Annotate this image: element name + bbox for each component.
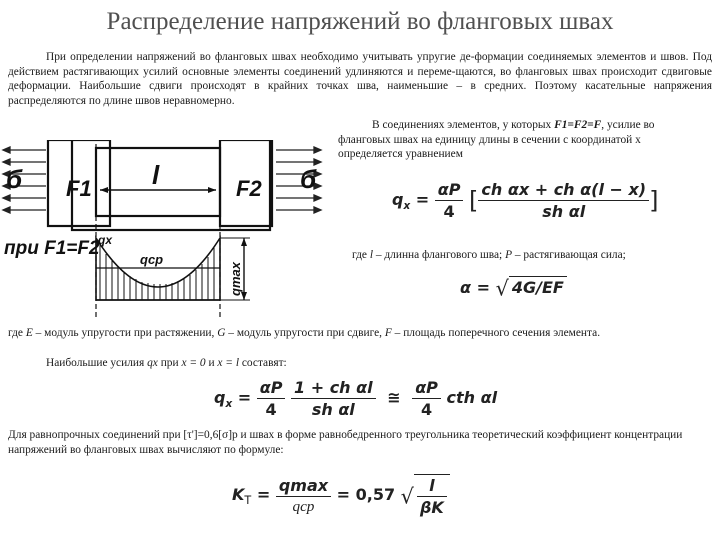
formula3-num3: αP — [412, 378, 441, 399]
para5-a: Наибольшие усилия — [46, 357, 148, 369]
formula1-den2: sh αl — [542, 202, 586, 221]
formula4-value: = 0,57 — [336, 485, 396, 504]
stress-distribution — [96, 238, 220, 300]
formula2-lhs: α — [460, 277, 471, 297]
para2-text-b: , усилие во фланговых швах на единицу длины в сечении с координатой x определяется уравнением — [338, 119, 655, 161]
para5-and: и — [205, 357, 218, 369]
para3-c: – растягивающая сила; — [512, 249, 626, 261]
formula4-num1: qmax — [276, 476, 331, 497]
formula4-lhs: K — [232, 485, 245, 504]
intro-paragraph: При определении напряжений во фланговых швах необходимо учитывать упругие де-формации соединяемых элементов и швов. Под действием растягивающих усилий основные элементы соединений удлиняются и переме-щаются, во фланговых швах происходит сдвиговые деформации. Наибольшие сдвиги происходят в крайних точках шва, наименьшие – в средних. Поэтому касательные напряжения распределяются по длине швов неравномерно. — [8, 51, 712, 107]
formula4-frac1 — [276, 476, 331, 516]
para4-e: E — [25, 327, 33, 339]
formula3-num1: αP — [257, 378, 286, 399]
formula3-approx: ≅ — [387, 388, 401, 407]
formula-alpha: α = √ 4G/EF — [460, 276, 567, 301]
para4-f: F — [384, 327, 392, 339]
max-force-paragraph — [46, 356, 706, 371]
formula-kt: $K_Т$ = $\frac{qmax}{\text{qср}}$ = 0,57 √ $\frac{l}{\beta K}$ — [232, 474, 450, 517]
para3-b: – длинна флангового шва; — [372, 249, 506, 261]
formula3-den3: 4 — [420, 400, 433, 419]
label-f1: F1 — [66, 176, 92, 201]
para5-c2: x = l — [217, 357, 239, 369]
label-f2: F2 — [236, 176, 262, 201]
para5-q: qx — [147, 357, 158, 369]
formula1-frac2 — [478, 180, 649, 221]
formula1-num1: αP — [435, 180, 464, 201]
formula1-lhs: q — [392, 190, 404, 209]
para4-g: G — [217, 327, 226, 339]
para5-b: при — [157, 357, 182, 369]
para2-condition: F1=F2=F — [554, 119, 602, 131]
formula3-tail: cth αl — [446, 388, 498, 407]
formula1-num2: ch αx + ch α(l − x) — [478, 180, 649, 201]
label-qmax: qmax — [228, 262, 243, 296]
formula-qx-max: $q_x$ = $\frac{\alpha P}{4}$ $\frac{\text{1 + ch αl}}{\text{sh αl}}$ ≅ $\frac{\alpha P}{4}$ cth αl — [214, 378, 498, 419]
label-condition: при F1=F2 — [4, 238, 100, 259]
para4-d: – площадь поперечного сечения элемента. — [391, 327, 601, 339]
formula3-lhs: q — [214, 388, 226, 407]
page-title: Распределение напряжений во фланговых швах — [106, 8, 614, 35]
formula1-den1: 4 — [443, 202, 455, 221]
formula4-den2: βK — [419, 498, 444, 517]
formula1-frac1 — [435, 180, 464, 221]
formula4-lhs-sub: Т — [244, 493, 252, 507]
label-qx: qx — [98, 233, 113, 247]
formula3-frac3 — [412, 378, 441, 419]
label-b-left: б — [6, 164, 23, 194]
formula3-lhs-sub: x — [225, 398, 233, 411]
definitions-l-p — [352, 248, 712, 263]
formula4-num2: l — [417, 476, 447, 497]
formula3-den1: 4 — [265, 400, 277, 419]
formula3-frac2 — [291, 378, 376, 419]
para3-p: P — [505, 249, 513, 261]
formula1-lhs-sub: x — [403, 200, 411, 213]
definitions-e-g-f — [8, 326, 712, 341]
para4-b: – модуль упругости при растяжении, — [32, 327, 218, 339]
formula3-num2: 1 + ch αl — [291, 378, 376, 399]
para4-a: где — [8, 327, 26, 339]
para3-l: l — [369, 249, 373, 261]
condition-paragraph — [338, 118, 708, 162]
formula-qx: $q_x$ = $\frac{\alpha P}{4}$ [ $\frac{\text{ch αx + ch α(l − x)}}{\text{sh αl}}$ ] — [392, 180, 659, 221]
formula3-frac1 — [257, 378, 286, 419]
formula2-sqrt: √ 4G/EF — [496, 276, 567, 301]
concentration-paragraph: Для равнопрочных соединений при [τ']=0,6[σ]р и швах в форме равнобедренного треугольника теоретический коэффициент концентрации напряжений во фланговых швах вычисляют по формуле: — [8, 429, 683, 456]
weld-diagram — [0, 140, 340, 320]
para5-c1: x = 0 — [181, 357, 206, 369]
formula4-sqrt: √ $\frac{l}{\beta K}$ — [401, 474, 450, 517]
para4-c: – модуль упругости при сдвиге, — [225, 327, 385, 339]
para2-text-a: В соединениях элементов, у которых — [372, 119, 555, 131]
formula3-den2: sh αl — [311, 400, 355, 419]
para5-c: составят: — [239, 357, 287, 369]
label-qcp: qср — [140, 252, 164, 267]
para3-a: где — [352, 249, 370, 261]
formula2-rad: 4G/EF — [509, 276, 567, 297]
label-l: l — [152, 160, 160, 190]
formula4-den1: qср — [292, 497, 315, 515]
label-b-right: б — [300, 164, 317, 194]
